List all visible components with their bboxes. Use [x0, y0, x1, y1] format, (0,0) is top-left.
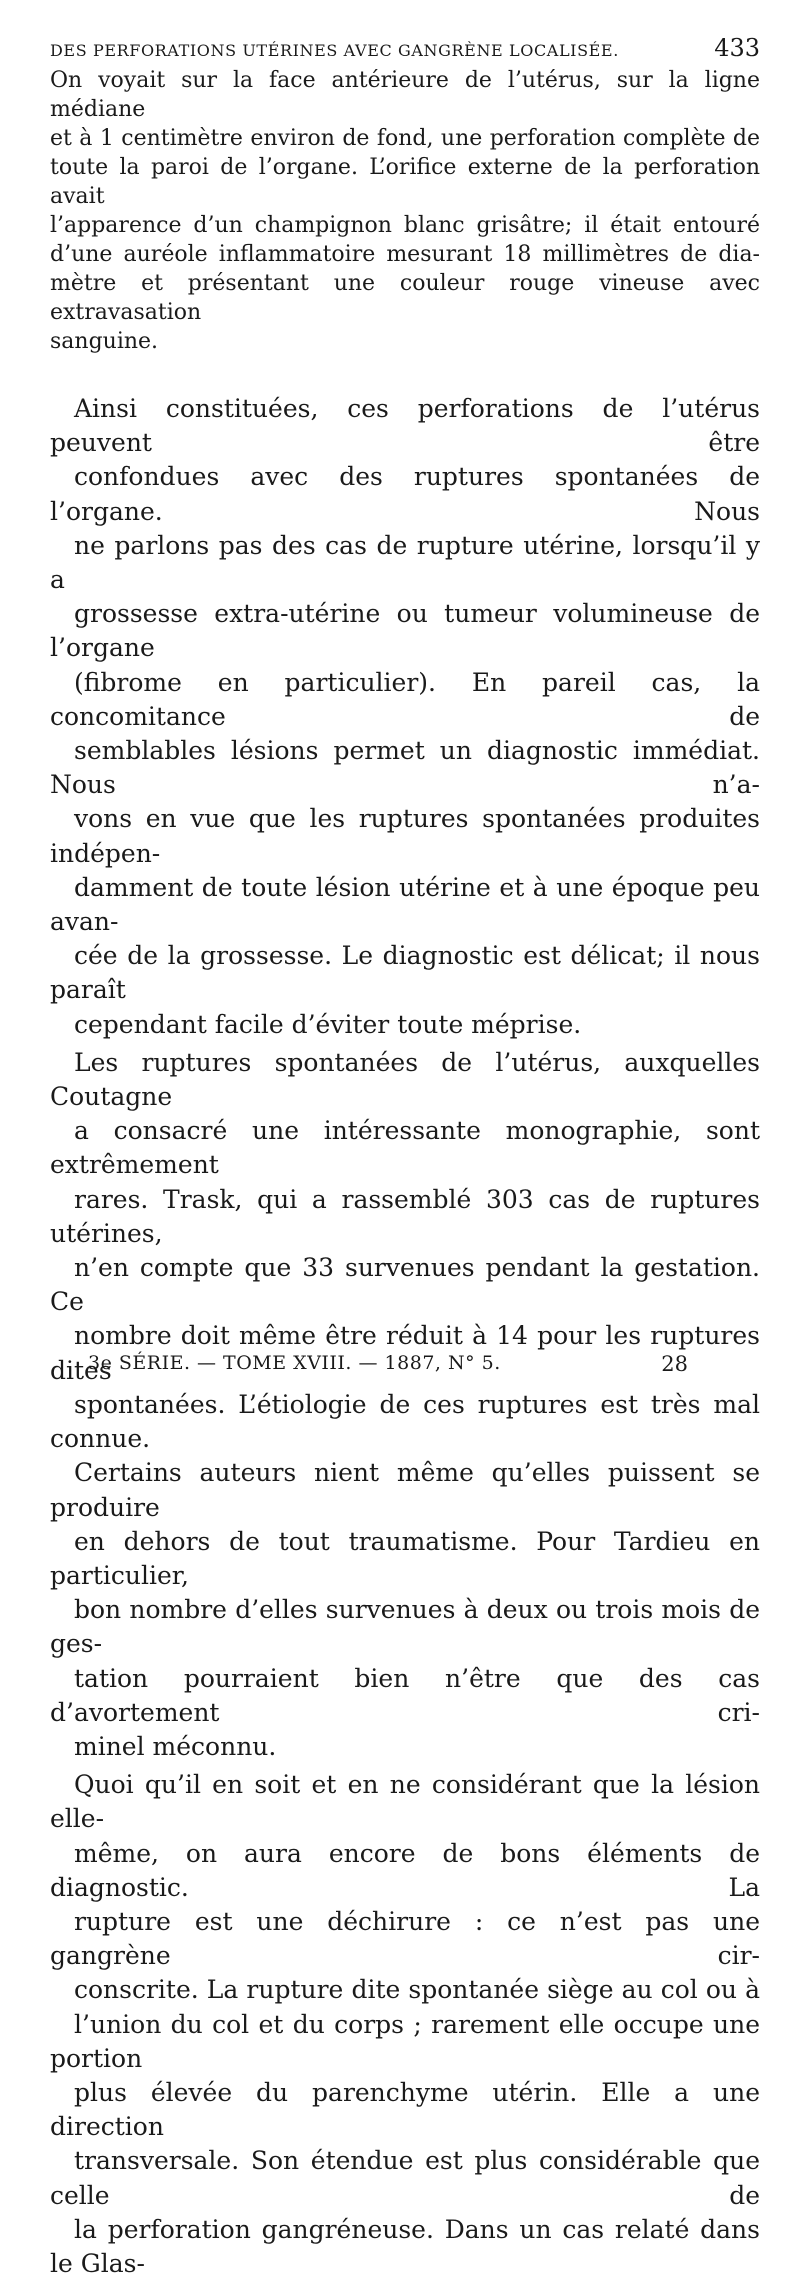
text-line: rares. Trask, qui a rassemblé 303 cas de ruptures utérines, [50, 1184, 760, 1248]
text-line: mètre et présentant une couleur rouge vineuse avec extravasation [50, 271, 760, 325]
text-line: toute la paroi de l’organe. L’orifice externe de la perforation avait [50, 155, 760, 209]
text-line: (fibrome en particulier). En pareil cas, la concomitance de [50, 667, 760, 731]
text-line: sanguine. [50, 329, 159, 354]
text-line: Ainsi constituées, ces perforations de l’utérus peuvent être [50, 394, 760, 458]
body-text [50, 392, 760, 2281]
running-head [50, 34, 760, 62]
text-line: même, on aura encore de bons éléments de diagnostic. La [50, 1838, 760, 1902]
paragraph [50, 66, 760, 356]
signature-number: 28 [661, 1352, 688, 1376]
text-line: a consacré une intéressante monographie, sont extrêmement [50, 1116, 760, 1180]
small-print-paragraph [50, 66, 760, 356]
text-line: l’apparence d’un champignon blanc grisâtre; il était entouré [50, 213, 760, 238]
text-line: la perforation gangréneuse. Dans un cas relaté dans le Glas- [50, 2214, 760, 2278]
text-line: d’une auréole inflammatoire mesurant 18 millimètres de dia- [50, 242, 760, 267]
text-line: grossesse extra-utérine ou tumeur volumineuse de l’organe [50, 599, 760, 663]
text-line: damment de toute lésion utérine et à une époque peu avan- [50, 872, 760, 937]
page-number: 433 [714, 34, 760, 62]
text-line: ne parlons pas des cas de rupture utérine, lorsqu’il y a [50, 530, 760, 595]
text-line: conscrite. La rupture dite spontanée siège au col ou à [74, 1975, 760, 2005]
paragraph [50, 392, 760, 1042]
text-line: et à 1 centimètre environ de fond, une perforation complète de [50, 126, 760, 151]
text-line: rupture est une déchirure : ce n’est pas une gangrène cir- [50, 1906, 760, 1971]
text-line: vons en vue que les ruptures spontanées produites indépen- [50, 804, 760, 868]
text-line: tation pourraient bien n’être que des cas d’avortement cri- [50, 1663, 760, 1727]
paragraph [50, 1768, 760, 2281]
text-line: en dehors de tout traumatisme. Pour Tardieu en particulier, [50, 1526, 760, 1590]
text-line: minel méconnu. [74, 1731, 277, 1761]
text-line: Certains auteurs nient même qu’elles puissent se produire [50, 1458, 760, 1522]
running-title: DES PERFORATIONS UTÉRINES AVEC GANGRÈNE LOCALISÉE. [50, 41, 619, 60]
text-line: cependant facile d’éviter toute méprise. [74, 1009, 582, 1039]
text-line: Quoi qu’il en soit et en ne considérant que la lésion elle- [50, 1770, 760, 1834]
paragraph [50, 1046, 760, 1764]
text-line: plus élevée du parenchyme utérin. Elle a une direction [50, 2077, 760, 2142]
text-line: confondues avec des ruptures spontanées de l’organe. Nous [50, 462, 760, 526]
text-line: nombre doit même être réduit à 14 pour les ruptures dites [50, 1321, 760, 1385]
text-line: l’union du col et du corps ; rarement elle occupe une portion [50, 2009, 760, 2073]
text-line: n’en compte que 33 survenues pendant la gestation. Ce [50, 1253, 760, 1317]
text-line: bon nombre d’elles survenues à deux ou trois mois de ges- [50, 1595, 760, 1659]
text-line: Les ruptures spontanées de l’utérus, auxquelles Coutagne [50, 1047, 760, 1112]
text-line: cée de la grossesse. Le diagnostic est délicat; il nous paraît [50, 941, 760, 1005]
text-line: spontanées. L’étiologie de ces ruptures est très mal connue. [50, 1389, 760, 1454]
text-line: transversale. Son étendue est plus considérable que celle de [50, 2146, 760, 2210]
text-line: semblables lésions permet un diagnostic immédiat. Nous n’a- [50, 736, 760, 800]
text-line: On voyait sur la face antérieure de l’utérus, sur la ligne médiane [50, 68, 760, 122]
signature-mark: 3e SÉRIE. — TOME XVIII. — 1887, N° 5. [88, 1352, 501, 1374]
page-footer [88, 1352, 688, 1376]
